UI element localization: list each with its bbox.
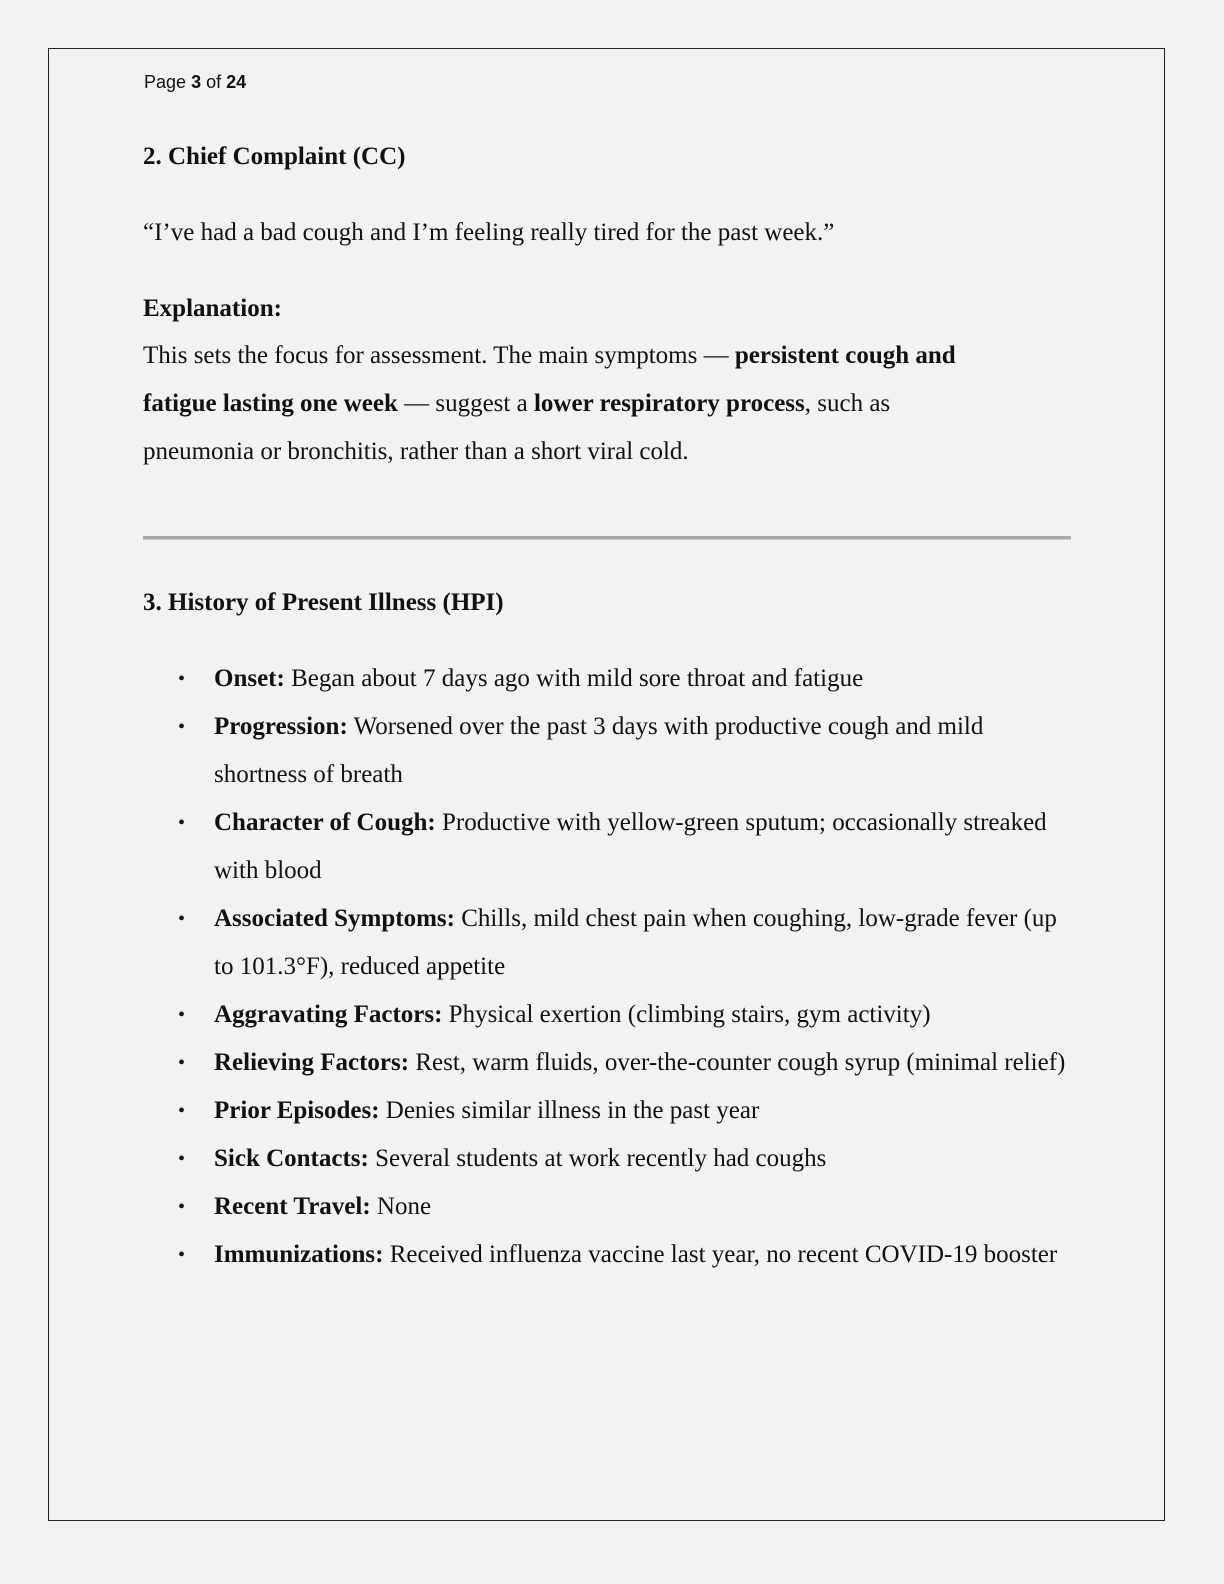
list-item: • Character of Cough: Productive with yellow-green sputum; occasionally streaked with blood — [143, 799, 1073, 895]
bullet-icon: • — [178, 812, 186, 834]
bullet-icon: • — [178, 1052, 186, 1074]
bullet-icon: • — [178, 1148, 186, 1170]
list-item: • Aggravating Factors: Physical exertion (climbing stairs, gym activity) — [143, 991, 1073, 1039]
page-number: Page 3 of 24 — [144, 72, 247, 92]
bullet-icon: • — [178, 908, 186, 930]
list-item: • Progression: Worsened over the past 3 days with productive cough and mild shortness of breath — [143, 703, 1073, 799]
hpi-list — [143, 655, 1073, 1279]
list-item: • Sick Contacts: Several students at work recently had coughs — [143, 1135, 1073, 1183]
list-item: • Onset: Began about 7 days ago with mild sore throat and fatigue — [143, 655, 1073, 703]
explanation-line-2: fatigue lasting one week — suggest a lower respiratory process, such as — [143, 390, 891, 417]
explanation-heading: Explanation: — [143, 295, 282, 322]
list-item: • Relieving Factors: Rest, warm fluids, over-the-counter cough syrup (minimal relief) — [143, 1039, 1073, 1087]
list-item: • Prior Episodes: Denies similar illness in the past year — [143, 1087, 1073, 1135]
list-item: • Immunizations: Received influenza vaccine last year, no recent COVID-19 booster — [143, 1231, 1073, 1279]
bullet-icon: • — [178, 1244, 186, 1266]
list-item: • Recent Travel: None — [143, 1183, 1073, 1231]
explanation-line-3: pneumonia or bronchitis, rather than a short viral cold. — [143, 438, 689, 465]
section-divider — [143, 536, 1071, 540]
bullet-icon: • — [178, 1100, 186, 1122]
bullet-icon: • — [178, 668, 186, 690]
bullet-icon: • — [178, 1004, 186, 1026]
bullet-icon: • — [178, 1196, 186, 1218]
bullet-icon: • — [178, 716, 186, 738]
cc-quote: “I’ve had a bad cough and I’m feeling really tired for the past week.” — [143, 219, 835, 246]
hpi-heading: 3. History of Present Illness (HPI) — [143, 589, 504, 616]
cc-heading: 2. Chief Complaint (CC) — [143, 143, 406, 170]
explanation-line-1: This sets the focus for assessment. The main symptoms — persistent cough and — [143, 342, 956, 369]
list-item: • Associated Symptoms: Chills, mild chest pain when coughing, low-grade fever (up to 101.3°F), reduced appetite — [143, 895, 1073, 991]
